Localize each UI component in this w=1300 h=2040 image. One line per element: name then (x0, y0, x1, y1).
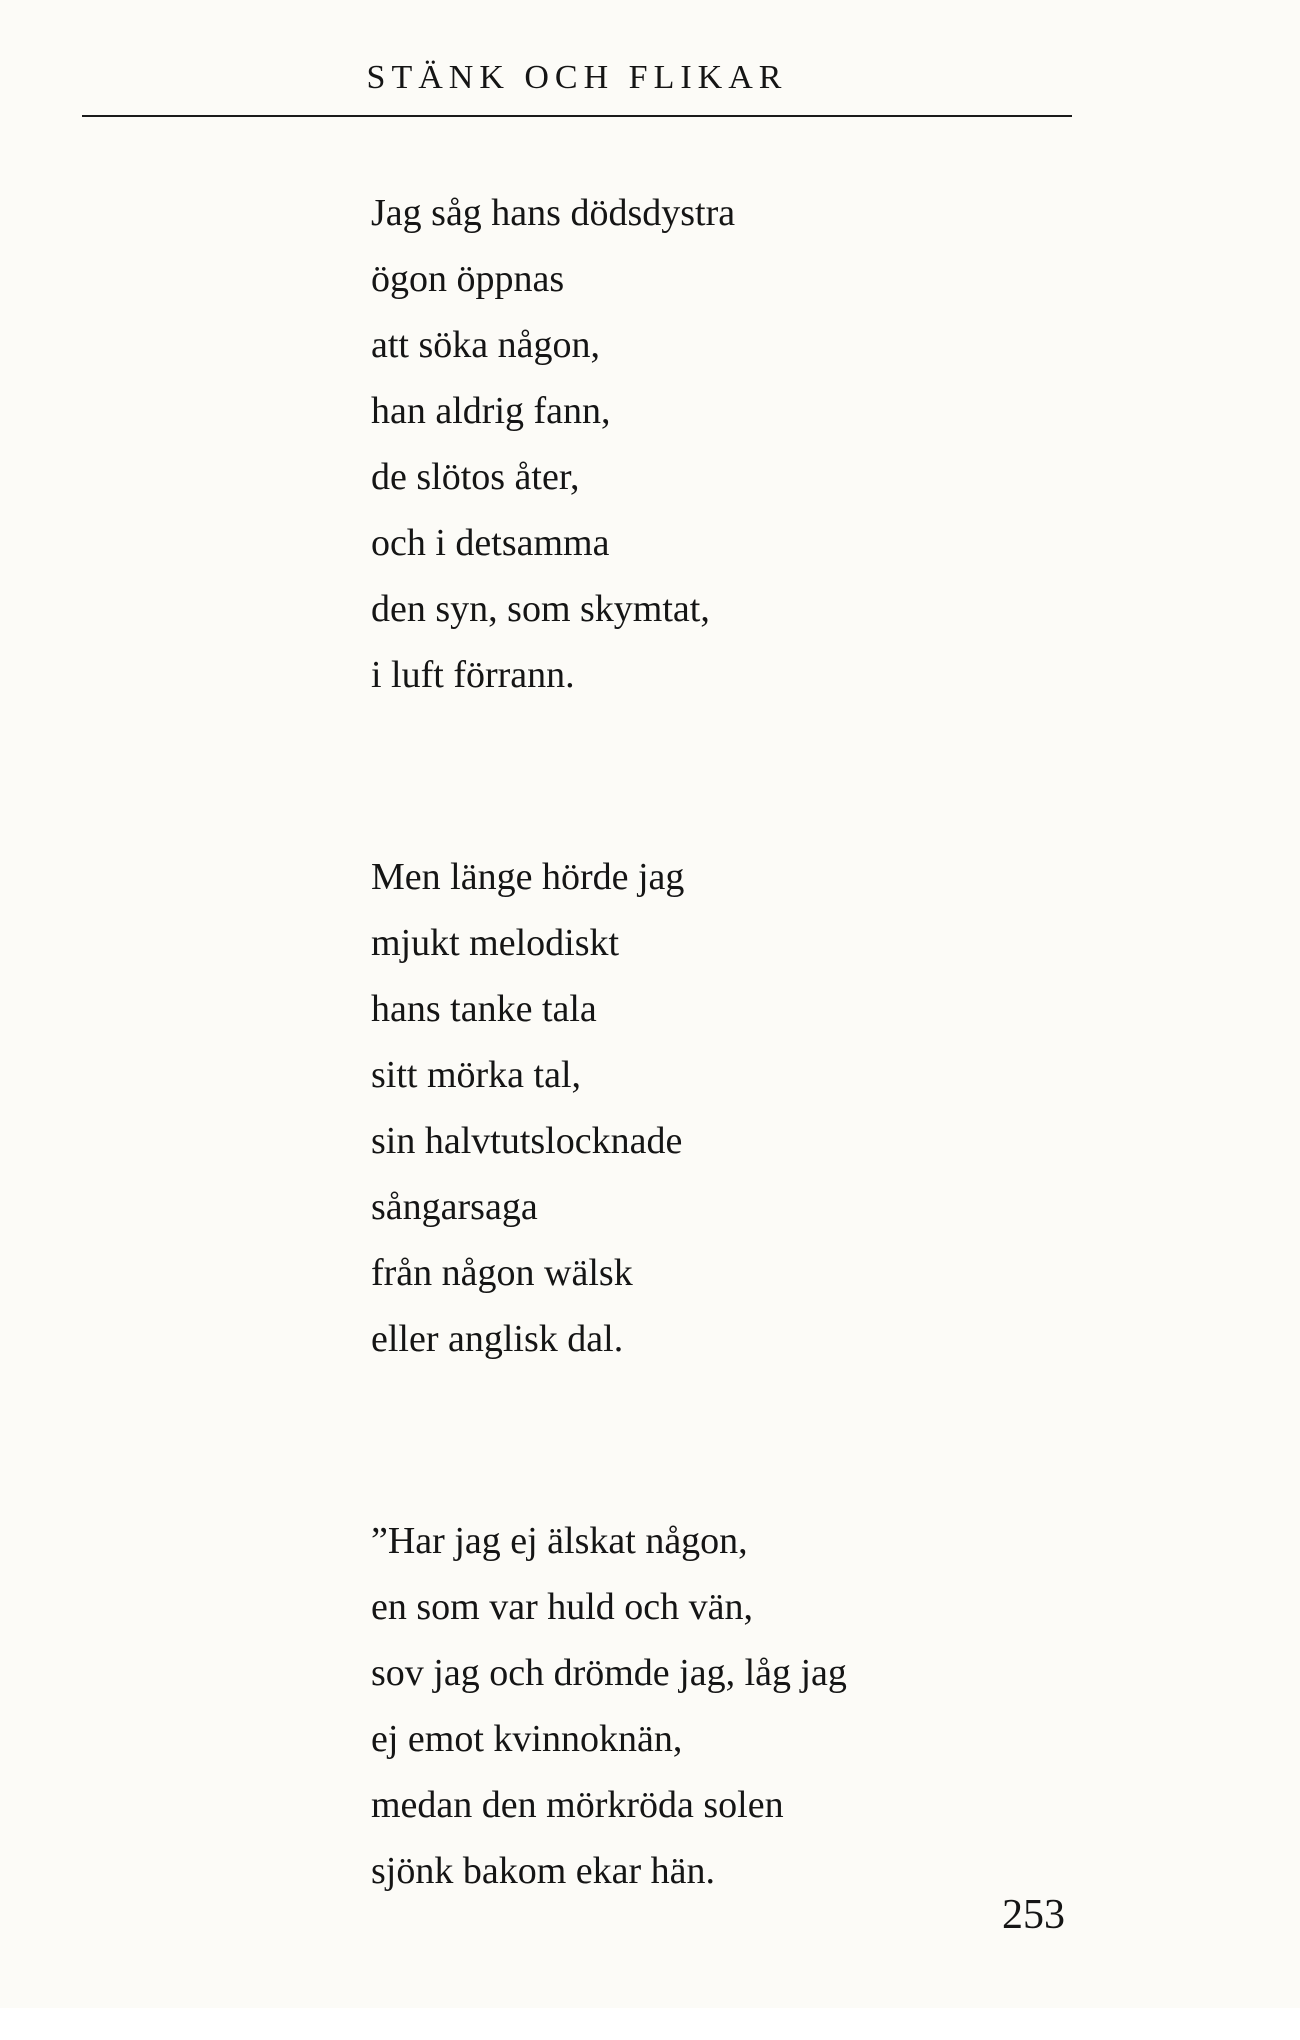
page-number: 253 (1002, 1892, 1065, 1938)
verse-line: en som var huld och vän, (371, 1586, 754, 1628)
stanza-3 (371, 1508, 1131, 1904)
verse-line: medan den mörkröda solen (371, 1784, 784, 1826)
verse-line: sin halvtutslocknade (371, 1120, 683, 1162)
stanza-2 (371, 844, 1131, 1372)
verse-line: Jag såg hans dödsdystra (371, 192, 736, 234)
verse-line: hans tanke tala (371, 988, 597, 1030)
verse-line: att söka någon, (371, 324, 601, 366)
verse-line: sjönk bakom ekar hän. (371, 1850, 716, 1892)
verse-line: den syn, som skymtat, (371, 588, 710, 630)
verse-line: ”Har jag ej älskat någon, (371, 1520, 748, 1562)
verse-line: ej emot kvinnoknän, (371, 1718, 683, 1760)
verse-line: mjukt melodiskt (371, 922, 620, 964)
verse-line: de slötos åter, (371, 456, 580, 498)
header-rule (82, 115, 1072, 117)
verse-line: och i detsamma (371, 522, 610, 564)
verse-line: sov jag och drömde jag, låg jag (371, 1652, 847, 1694)
verse-line: från någon wälsk (371, 1252, 633, 1294)
verse-line: Men länge hörde jag (371, 856, 685, 898)
verse-line: ögon öppnas (371, 258, 565, 300)
verse-line: i luft förrann. (371, 654, 575, 696)
verse-line: han aldrig fann, (371, 390, 611, 432)
running-head: STÄNK OCH FLIKAR (366, 59, 788, 96)
verse-line: sångarsaga (371, 1186, 538, 1228)
stanza-1 (371, 180, 1131, 708)
verse-line: sitt mörka tal, (371, 1054, 582, 1096)
verse-line: eller anglisk dal. (371, 1318, 624, 1360)
poem (371, 180, 1131, 2040)
